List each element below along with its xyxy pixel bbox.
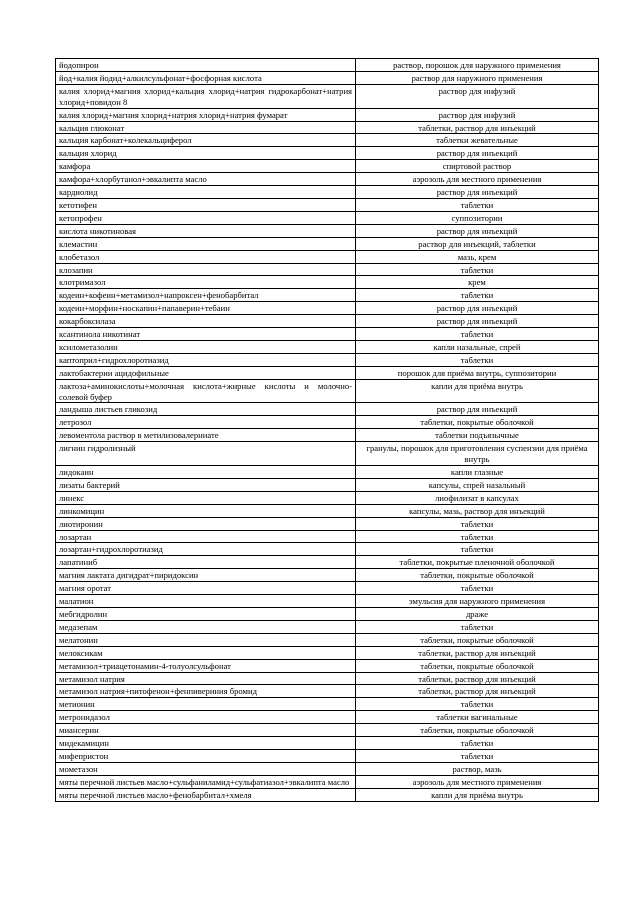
dosage-form-cell: раствор для инъекций	[356, 147, 599, 160]
dosage-form-cell: раствор для инъекций	[356, 302, 599, 315]
drug-name-cell: линкомицин	[56, 504, 356, 517]
table-row	[56, 71, 599, 84]
drug-name-cell: мелоксикам	[56, 646, 356, 659]
dosage-form-cell: таблетки, раствор для инъекций	[356, 121, 599, 134]
drug-name-cell: ксилометазолин	[56, 340, 356, 353]
dosage-form-cell: таблетки, покрытые оболочкой	[356, 633, 599, 646]
table-row	[56, 379, 599, 403]
drug-name-cell: малатион	[56, 595, 356, 608]
dosage-form-cell: гранулы, порошок для приготовления суспензии для приёма внутрь	[356, 442, 599, 466]
table-row	[56, 328, 599, 341]
drug-name-cell: кальция карбонат+колекальциферол	[56, 134, 356, 147]
dosage-form-cell: таблетки	[356, 289, 599, 302]
table-row	[56, 491, 599, 504]
dosage-form-cell: таблетки жевательные	[356, 134, 599, 147]
table-row	[56, 353, 599, 366]
table-row	[56, 315, 599, 328]
dosage-form-cell: мазь, крем	[356, 250, 599, 263]
table-row	[56, 198, 599, 211]
table-row	[56, 250, 599, 263]
dosage-form-cell: раствор для инъекций	[356, 224, 599, 237]
dosage-form-cell: таблетки	[356, 749, 599, 762]
table-row	[56, 403, 599, 416]
table-row	[56, 724, 599, 737]
table-row	[56, 530, 599, 543]
table-row	[56, 478, 599, 491]
table-row	[56, 711, 599, 724]
drug-name-cell: метамизол натрия	[56, 672, 356, 685]
drug-name-cell: каптоприл+гидрохлоротиазид	[56, 353, 356, 366]
table-row	[56, 737, 599, 750]
dosage-form-cell: таблетки, покрытые пленочной оболочкой	[356, 556, 599, 569]
drug-name-cell: мяты перечной листьев масло+сульфаниламид+сульфатиазол+эвкалипта масло	[56, 775, 356, 788]
dosage-form-cell: капли глазные	[356, 466, 599, 479]
drug-name-cell: клобетазол	[56, 250, 356, 263]
table-row	[56, 517, 599, 530]
dosage-form-cell: таблетки, раствор для инъекций	[356, 685, 599, 698]
drug-name-cell: кокарбоксилаза	[56, 315, 356, 328]
dosage-form-cell: аэрозоль для местного применения	[356, 173, 599, 186]
dosage-form-cell: капли назальные, спрей	[356, 340, 599, 353]
drug-name-cell: лигнин гидролизный	[56, 442, 356, 466]
drug-name-cell: мелатонин	[56, 633, 356, 646]
drug-name-cell: калия хлорид+магния хлорид+кальция хлорид+натрия гидрокарбонат+натрия хлорид+повидон 8	[56, 84, 356, 108]
drug-name-cell: кальция глюконат	[56, 121, 356, 134]
dosage-form-cell: раствор для инъекций	[356, 403, 599, 416]
drug-table-body	[56, 59, 599, 802]
drug-name-cell: калия хлорид+магния хлорид+натрия хлорид+натрия фумарат	[56, 108, 356, 121]
dosage-form-cell: таблетки	[356, 737, 599, 750]
table-row	[56, 289, 599, 302]
dosage-form-cell: лиофилизат в капсулах	[356, 491, 599, 504]
drug-name-cell: медазепам	[56, 620, 356, 633]
table-row	[56, 698, 599, 711]
drug-name-cell: лапатиниб	[56, 556, 356, 569]
dosage-form-cell: таблетки	[356, 582, 599, 595]
drug-name-cell: клемастин	[56, 237, 356, 250]
table-row	[56, 237, 599, 250]
drug-name-cell: ландыша листьев гликозид	[56, 403, 356, 416]
drug-name-cell: лидокаин	[56, 466, 356, 479]
table-row	[56, 173, 599, 186]
drug-name-cell: лозартан	[56, 530, 356, 543]
dosage-form-cell: эмульсия для наружного применения	[356, 595, 599, 608]
dosage-form-cell: крем	[356, 276, 599, 289]
dosage-form-cell: капли для приёма внутрь	[356, 379, 599, 403]
dosage-form-cell: таблетки	[356, 620, 599, 633]
drug-name-cell: метамизол+триацетонамин-4-толуолсульфонат	[56, 659, 356, 672]
drug-name-cell: мидекамицин	[56, 737, 356, 750]
table-row	[56, 582, 599, 595]
table-row	[56, 442, 599, 466]
drug-name-cell: лиотиронин	[56, 517, 356, 530]
dosage-form-cell: таблетки	[356, 517, 599, 530]
dosage-form-cell: раствор для инъекций	[356, 186, 599, 199]
dosage-form-cell: аэрозоль для местного применения	[356, 775, 599, 788]
dosage-form-cell: таблетки, покрытые оболочкой	[356, 416, 599, 429]
drug-name-cell: кетотифен	[56, 198, 356, 211]
table-row	[56, 749, 599, 762]
dosage-form-cell: спиртовой раствор	[356, 160, 599, 173]
table-row	[56, 59, 599, 72]
dosage-form-cell: таблетки, раствор для инъекций	[356, 646, 599, 659]
drug-name-cell: метионин	[56, 698, 356, 711]
table-row	[56, 762, 599, 775]
table-row	[56, 556, 599, 569]
dosage-form-cell: таблетки вагинальные	[356, 711, 599, 724]
table-row	[56, 211, 599, 224]
drug-name-cell: метамизол натрия+питофенон+фенпивериния бромид	[56, 685, 356, 698]
dosage-form-cell: раствор для инфузий	[356, 108, 599, 121]
dosage-form-cell: драже	[356, 607, 599, 620]
drug-table	[55, 58, 599, 802]
drug-name-cell: клозапин	[56, 263, 356, 276]
drug-name-cell: мифепристон	[56, 749, 356, 762]
dosage-form-cell: раствор, мазь	[356, 762, 599, 775]
table-row	[56, 108, 599, 121]
table-row	[56, 672, 599, 685]
table-row	[56, 595, 599, 608]
dosage-form-cell: таблетки	[356, 353, 599, 366]
dosage-form-cell: раствор для инфузий	[356, 84, 599, 108]
table-row	[56, 659, 599, 672]
dosage-form-cell: таблетки, покрытые оболочкой	[356, 724, 599, 737]
table-row	[56, 416, 599, 429]
dosage-form-cell: таблетки	[356, 198, 599, 211]
drug-name-cell: кардиолид	[56, 186, 356, 199]
dosage-form-cell: порошок для приёма внутрь, суппозитории	[356, 366, 599, 379]
table-row	[56, 788, 599, 801]
table-row	[56, 302, 599, 315]
drug-name-cell: йод+калия йодид+алкилсульфонат+фосфорная кислота	[56, 71, 356, 84]
dosage-form-cell: раствор, порошок для наружного применения	[356, 59, 599, 72]
drug-name-cell: кислота никотиновая	[56, 224, 356, 237]
table-row	[56, 263, 599, 276]
table-row	[56, 504, 599, 517]
drug-name-cell: кодеин+морфин+носкапин+папаверин+тебаин	[56, 302, 356, 315]
dosage-form-cell: таблетки, покрытые оболочкой	[356, 569, 599, 582]
table-row	[56, 121, 599, 134]
dosage-form-cell: таблетки	[356, 543, 599, 556]
table-row	[56, 224, 599, 237]
drug-name-cell: мометазон	[56, 762, 356, 775]
drug-name-cell: кетопрофен	[56, 211, 356, 224]
dosage-form-cell: капсулы, мазь, раствор для инъекций	[356, 504, 599, 517]
dosage-form-cell: суппозитории	[356, 211, 599, 224]
table-row	[56, 569, 599, 582]
dosage-form-cell: таблетки подъязычные	[356, 429, 599, 442]
drug-name-cell: метронидазол	[56, 711, 356, 724]
table-row	[56, 186, 599, 199]
drug-name-cell: кальция хлорид	[56, 147, 356, 160]
table-row	[56, 147, 599, 160]
drug-name-cell: летрозол	[56, 416, 356, 429]
table-row	[56, 633, 599, 646]
dosage-form-cell: раствор для инъекций	[356, 315, 599, 328]
drug-name-cell: лозартан+гидрохлоротиазид	[56, 543, 356, 556]
dosage-form-cell: таблетки	[356, 263, 599, 276]
drug-name-cell: левоментола раствор в метилизовалерниате	[56, 429, 356, 442]
drug-name-cell: лактоза+аминокислоты+молочная кислота+жирные кислоты и молочно-солевой буфер	[56, 379, 356, 403]
dosage-form-cell: таблетки, раствор для инъекций	[356, 672, 599, 685]
table-row	[56, 607, 599, 620]
drug-name-cell: мяты перечной листьев масло+фенобарбитал+хмеля	[56, 788, 356, 801]
table-row	[56, 646, 599, 659]
drug-name-cell: камфора+хлорбутанол+эвкалипта масло	[56, 173, 356, 186]
drug-name-cell: магния лактата дигидрат+пиридоксин	[56, 569, 356, 582]
table-row	[56, 84, 599, 108]
dosage-form-cell: капли для приёма внутрь	[356, 788, 599, 801]
table-row	[56, 340, 599, 353]
dosage-form-cell: раствор для наружного применения	[356, 71, 599, 84]
drug-name-cell: миансерин	[56, 724, 356, 737]
table-row	[56, 276, 599, 289]
drug-name-cell: камфора	[56, 160, 356, 173]
dosage-form-cell: таблетки	[356, 328, 599, 341]
dosage-form-cell: таблетки	[356, 530, 599, 543]
table-row	[56, 160, 599, 173]
table-row	[56, 134, 599, 147]
dosage-form-cell: таблетки	[356, 698, 599, 711]
table-row	[56, 620, 599, 633]
table-row	[56, 775, 599, 788]
drug-name-cell: мебгидролин	[56, 607, 356, 620]
table-row	[56, 429, 599, 442]
drug-name-cell: кодеин+кофеин+метамизол+напроксен+фенобарбитал	[56, 289, 356, 302]
table-row	[56, 685, 599, 698]
table-row	[56, 466, 599, 479]
dosage-form-cell: капсулы, спрей назальный	[356, 478, 599, 491]
drug-name-cell: йодопирон	[56, 59, 356, 72]
dosage-form-cell: раствор для инъекций, таблетки	[356, 237, 599, 250]
drug-name-cell: лизаты бактерий	[56, 478, 356, 491]
dosage-form-cell: таблетки, покрытые оболочкой	[356, 659, 599, 672]
table-row	[56, 366, 599, 379]
table-row	[56, 543, 599, 556]
drug-name-cell: магния оротат	[56, 582, 356, 595]
drug-name-cell: клотримазол	[56, 276, 356, 289]
drug-name-cell: ксантинола никотинат	[56, 328, 356, 341]
drug-name-cell: лактобактерии ацидофильные	[56, 366, 356, 379]
drug-name-cell: линекс	[56, 491, 356, 504]
